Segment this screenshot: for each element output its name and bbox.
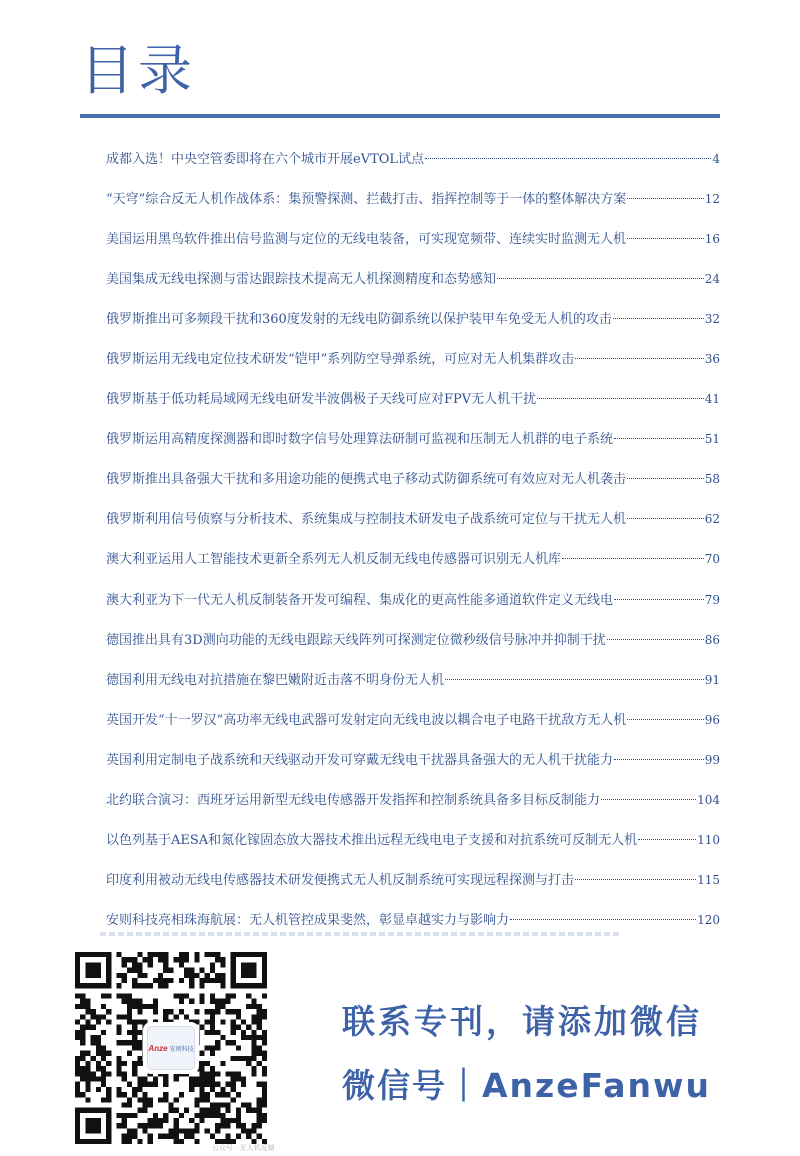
- toc-entry-title: 英国开发“十一罗汉”高功率无线电武器可发射定向无线电波以耦合电子电路干扰敌方无人机: [106, 712, 627, 728]
- toc-entry-page-number: 104: [697, 792, 720, 807]
- toc-entry-page-number: 99: [704, 752, 720, 767]
- toc-entry[interactable]: [106, 466, 720, 506]
- watermark-text: 公众号 · 无人机反制: [212, 1144, 275, 1152]
- toc-entry[interactable]: [106, 306, 720, 346]
- toc-entry[interactable]: [106, 506, 720, 546]
- toc-entry[interactable]: [106, 186, 720, 226]
- toc-dot-leader: [562, 558, 704, 559]
- toc-entry-page-number: 41: [704, 392, 720, 407]
- toc-dot-leader: [425, 158, 711, 159]
- toc-entry[interactable]: [106, 627, 720, 667]
- toc-entry-page-number: 32: [704, 312, 720, 327]
- toc-dot-leader: [627, 238, 704, 239]
- toc-entry-title: 俄罗斯利用信号侦察与分析技术、系统集成与控制技术研发电子战系统可定位与干扰无人机: [106, 512, 627, 528]
- toc-entry-page-number: 86: [704, 632, 720, 647]
- toc-entry[interactable]: [106, 426, 720, 466]
- toc-entry-title: 俄罗斯运用无线电定位技术研发“铠甲”系列防空导弹系统，可应对无人机集群攻击: [106, 352, 575, 368]
- toc-entry-title: 英国利用定制电子战系统和天线驱动开发可穿戴无线电干扰器具备强大的无人机干扰能力: [106, 752, 614, 768]
- toc-entry-page-number: 58: [704, 472, 720, 487]
- qr-logo: [145, 1024, 197, 1072]
- toc-dot-leader: [638, 839, 696, 840]
- toc-dot-leader: [497, 278, 704, 279]
- toc-dot-leader: [601, 799, 696, 800]
- toc-entry-page-number: 62: [704, 512, 720, 527]
- toc-entry[interactable]: [106, 787, 720, 827]
- toc-entry-title: 印度利用被动无线电传感器技术研发便携式无人机反制系统可实现远程探测与打击: [106, 872, 575, 888]
- toc-entry-page-number: 96: [704, 712, 720, 727]
- qr-logo-brand: Anze: [148, 1043, 168, 1053]
- toc-entry[interactable]: [106, 386, 720, 426]
- toc-entry-page-number: 12: [704, 192, 720, 207]
- toc-entry[interactable]: [106, 707, 720, 747]
- toc-entry[interactable]: [106, 667, 720, 707]
- qr-logo-subtitle: 安则科技: [169, 1046, 194, 1053]
- toc-entry[interactable]: [106, 907, 720, 947]
- toc-entry-title: 以色列基于AESA和氮化镓固态放大器技术推出远程无线电电子支援和对抗系统可反制无人机: [106, 832, 638, 848]
- toc-entry[interactable]: [106, 867, 720, 907]
- toc-entry[interactable]: [106, 827, 720, 867]
- toc-dot-leader: [613, 318, 704, 319]
- toc-entry-page-number: 70: [704, 552, 720, 567]
- toc-entry-page-number: 110: [697, 832, 720, 847]
- toc-dot-leader: [575, 358, 703, 359]
- toc-dot-leader: [510, 919, 696, 920]
- toc-entry-page-number: 79: [704, 592, 720, 607]
- toc-entry-page-number: 120: [697, 912, 720, 927]
- toc-entry-title: 俄罗斯推出可多频段干扰和360度发射的无线电防御系统以保护装甲车免受无人机的攻击: [106, 312, 612, 328]
- toc-entry-page-number: 16: [704, 232, 720, 247]
- toc-dot-leader: [627, 198, 703, 199]
- toc-entry-title: 德国利用无线电对抗措施在黎巴嫩附近击落不明身份无人机: [106, 672, 445, 688]
- toc-dot-leader: [614, 438, 704, 439]
- toc-entry-page-number: 51: [704, 432, 720, 447]
- wechat-qr-code: [75, 952, 267, 1144]
- toc-dot-leader: [627, 518, 704, 519]
- toc-dot-leader: [627, 719, 703, 720]
- toc-entry-title: 德国推出具有3D测向功能的无线电跟踪天线阵列可探测定位微秒级信号脉冲并抑制干扰: [106, 632, 606, 648]
- toc-entry-title: “天穹”综合反无人机作战体系：集预警探测、拦截打击、指挥控制等于一体的整体解决方案: [106, 192, 627, 208]
- toc-entry-title: 美国集成无线电探测与雷达跟踪技术提高无人机探测精度和态势感知: [106, 272, 497, 288]
- toc-entry-title: 成都入选！中央空管委即将在六个城市开展eVTOL试点: [106, 152, 425, 167]
- toc-entry-title: 澳大利亚为下一代无人机反制装备开发可编程、集成化的更高性能多通道软件定义无线电: [106, 592, 614, 608]
- toc-entry-page-number: 115: [697, 872, 720, 887]
- title-divider: [80, 114, 720, 118]
- toc-dot-leader: [607, 639, 704, 640]
- table-of-contents: [106, 146, 720, 947]
- toc-entry-title: 俄罗斯推出具备强大干扰和多用途功能的便携式电子移动式防御系统可有效应对无人机袭击: [106, 472, 627, 488]
- toc-entry-page-number: 36: [704, 352, 720, 367]
- toc-dot-leader: [627, 478, 704, 479]
- toc-entry[interactable]: [106, 226, 720, 266]
- toc-entry[interactable]: [106, 266, 720, 306]
- toc-entry[interactable]: [106, 587, 720, 627]
- toc-dot-leader: [537, 398, 704, 399]
- faded-text-line: [100, 932, 620, 936]
- toc-dot-leader: [575, 879, 696, 880]
- toc-dot-leader: [614, 599, 704, 600]
- toc-entry-title: 澳大利亚运用人工智能技术更新全系列无人机反制无线电传感器可识别无人机库: [106, 552, 562, 568]
- toc-dot-leader: [614, 759, 704, 760]
- toc-entry-title: 安则科技亮相珠海航展：无人机管控成果斐然，彰显卓越实力与影响力: [106, 912, 510, 928]
- toc-entry-page-number: 91: [704, 672, 720, 687]
- toc-entry[interactable]: [106, 146, 720, 186]
- contact-line-1: 联系专刊，请添加微信: [342, 1002, 702, 1041]
- toc-entry-title: 北约联合演习：西班牙运用新型无线电传感器开发指挥和控制系统具备多目标反制能力: [106, 792, 601, 808]
- toc-entry-title: 俄罗斯运用高精度探测器和即时数字信号处理算法研制可监视和压制无人机群的电子系统: [106, 432, 614, 448]
- toc-dot-leader: [445, 679, 704, 680]
- toc-entry[interactable]: [106, 346, 720, 386]
- toc-entry[interactable]: [106, 546, 720, 586]
- toc-entry-title: 俄罗斯基于低功耗局域网无线电研发半波偶极子天线可应对FPV无人机干扰: [106, 392, 537, 408]
- toc-entry-page-number: 24: [704, 272, 720, 287]
- contact-line-2: 微信号｜AnzeFanwu: [342, 1066, 711, 1105]
- toc-entry-title: 美国运用黑鸟软件推出信号监测与定位的无线电装备，可实现宽频带、连续实时监测无人机: [106, 232, 627, 248]
- page-title: 目录: [80, 39, 196, 102]
- toc-entry-page-number: 4: [712, 152, 720, 166]
- toc-entry[interactable]: [106, 747, 720, 787]
